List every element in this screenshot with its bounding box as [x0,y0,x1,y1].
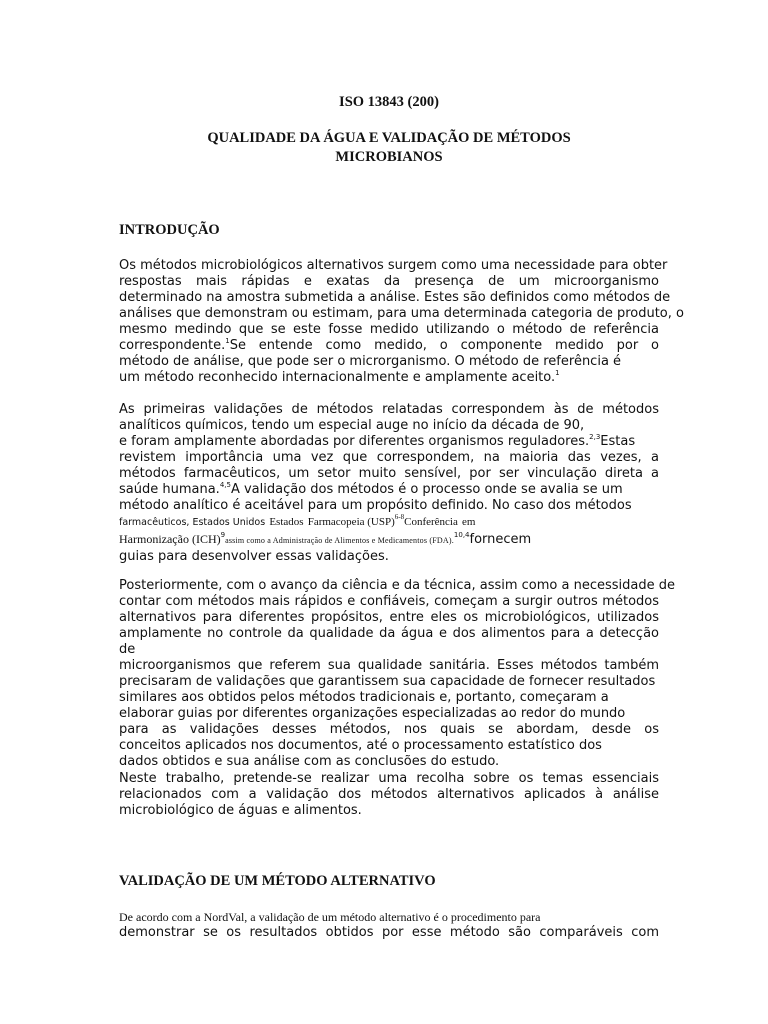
subtitle-line: MICROBIANOS [335,149,443,165]
text-fragment: saúde humana. [119,482,220,497]
text-line: Neste trabalho, pretende-se realizar uma recolha sobre os temas essenciais [119,771,659,786]
citation-sup: 1 [225,337,230,345]
citation-sup: 2,3 [589,433,601,441]
text-fragment: farmacêuticos, Estados Unidos [119,517,266,528]
text-line: método analítico é aceitável para um propósito definido. No caso dos métodos [119,498,632,513]
citation-sup: 6-8 [394,513,405,521]
text-line [119,434,659,450]
document-title: ISO 13843 (200) [339,94,439,110]
text-fragment: em [462,516,476,528]
paragraph-intro-3 [119,578,675,770]
text-fragment: fornecem [469,532,532,547]
text-line: precisaram de validações que garantissem sua capacidade de fornecer resultados [119,674,656,689]
text-line [119,370,659,386]
text-line: relacionados com a validação dos métodos alternativos aplicados à análise [119,787,659,802]
title-block [0,94,768,167]
text-line: Posteriormente, com o avanço da ciência e da técnica, assim como a necessidade de [119,578,675,593]
text-fragment: Se entende como medido, o componente medido por o [229,338,659,353]
text-line: elaborar guias por diferentes organizações especializadas ao redor do mundo [119,706,626,721]
text-line: mesmo medindo que se este fosse medido utilizando o método de referência [119,322,659,337]
citation-sup: 9 [220,531,226,539]
text-line: similares aos obtidos pelos métodos tradicionais e, portanto, começaram a [119,690,609,705]
text-line [119,531,659,549]
section-heading-introducao: INTRODUÇÃO [119,222,220,238]
text-line: métodos farmacêuticos, um setor muito sensível, por ser vinculação direta a [119,466,659,481]
text-line [119,482,659,498]
text-line: As primeiras validações de métodos relatadas correspondem às de métodos [119,402,659,417]
citation-sup: 1 [555,369,560,377]
citation-sup: 4,5 [219,481,231,489]
text-fragment: Conferência [404,516,458,528]
text-line: guias para desenvolver essas validações. [119,549,389,564]
text-line: para as validações desses métodos, nos quais se abordam, desde os [119,722,659,737]
text-line: alternativos para diferentes propósitos, entre eles os microbiológicos, utilizados [119,610,659,625]
text-fragment: A validação dos métodos é o processo onde se avalia se um [230,482,623,497]
text-line: dados obtidos e sua análise com as conclusões do estudo. [119,754,500,769]
paragraph-intro-4 [119,771,659,819]
text-fragment: Harmonização (ICH) [119,532,221,546]
text-fragment: Estas [600,434,636,449]
text-line: microorganismos que referem sua qualidade sanitária. Esses métodos também [119,658,659,673]
text-line: análises que demonstram ou estimam, para uma determinada categoria de produto, o [119,306,684,321]
text-line: analíticos químicos, tendo um especial auge no início da década de 90, [119,418,585,433]
text-fragment: um método reconhecido internacionalmente e amplamente aceito. [119,370,556,385]
text-line: conceitos aplicados nos documentos, até o processamento estatístico dos [119,738,602,753]
paragraph-intro-2 [119,402,659,565]
text-line: microbiológico de águas e alimentos. [119,803,362,818]
text-fragment: assim como a Administração de Alimentos e Medicamentos (FDA). [225,536,454,545]
paragraph-validation-1 [119,909,659,941]
subtitle-line: QUALIDADE DA ÁGUA E VALIDAÇÃO DE MÉTODOS [207,130,571,146]
text-line [119,514,659,531]
text-line: respostas mais rápidas e exatas da presença de um microorganismo [119,274,659,289]
text-line: demonstrar se os resultados obtidos por esse método são comparáveis com [119,925,659,940]
text-line [119,338,659,354]
text-fragment: e foram amplamente abordadas por diferentes organismos reguladores. [119,434,590,449]
citation-sup: 10,4 [453,531,470,539]
text-line: contar com métodos mais rápidos e confiáveis, começam a surgir outros métodos [119,594,659,609]
text-fragment: Farmacopeia (USP) [307,516,395,528]
text-fragment: correspondente. [119,338,226,353]
text-fragment [307,513,458,528]
text-line: revistem importância uma vez que correspondem, na maioria das vezes, a [119,450,659,465]
text-line: amplamente no controle da qualidade da água e dos alimentos para a detecção de [119,626,659,657]
text-line: Os métodos microbiológicos alternativos surgem como uma necessidade para obter [119,258,668,273]
text-fragment: Estados [269,516,304,528]
paragraph-intro-1 [119,258,684,386]
text-line: determinado na amostra submetida a análise. Estes são definidos como métodos de [119,290,671,305]
section-heading-validacao: VALIDAÇÃO DE UM MÉTODO ALTERNATIVO [119,873,436,889]
text-line: De acordo com a NordVal, a validação de um método alternativo é o procedimento para [119,910,541,924]
document-subtitle [0,129,768,167]
text-line: método de análise, que pode ser o microrganismo. O método de referência é [119,354,622,369]
